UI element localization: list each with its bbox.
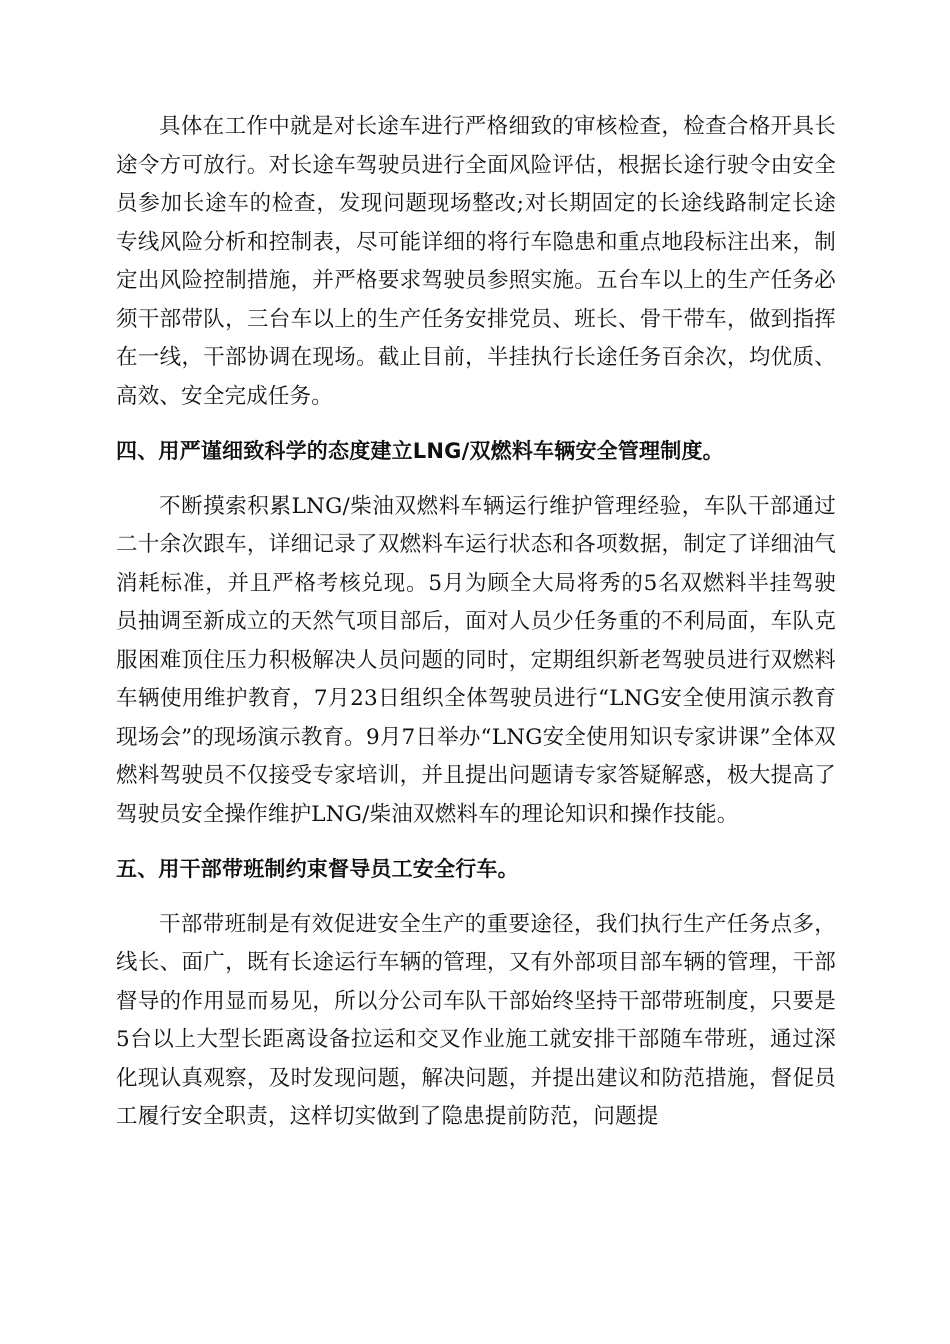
- document-body: [116, 108, 836, 1137]
- paragraph-long-distance-vehicles: 具体在工作中就是对长途车进行严格细致的审核检查，检查合格开具长途令方可放行。对长途车驾驶员进行全面风险评估，根据长途行驶令由安全员参加长途车的检查，发现问题现场整改;对长期固定的长途线路制定长途专线风险分析和控制表，尽可能详细的将行车隐患和重点地段标注出来，制定出风险控制措施，并严格要求驾驶员参照实施。五台车以上的生产任务必须干部带队，三台车以上的生产任务安排党员、班长、骨干带车，做到指挥在一线，干部协调在现场。截止目前，半挂执行长途任务百余次，均优质、高效、安全完成任务。: [116, 114, 836, 409]
- paragraph-cadre-shift-system: 干部带班制是有效促进安全生产的重要途径，我们执行生产任务点多，线长、面广，既有长途运行车辆的管理，又有外部项目部车辆的管理，干部督导的作用显而易见，所以分公司车队干部始终坚持干部带班制度，只要是5台以上大型长距离设备拉运和交叉作业施工就安排干部随车带班，通过深化现认真观察，及时发现问题，解决问题，并提出建议和防范措施，督促员工履行安全职责，这样切实做到了隐患提前防范，问题提: [116, 911, 836, 1129]
- section-heading-5: 五、用干部带班制约束督导员工安全行车。: [116, 857, 519, 881]
- section-heading-4: 四、用严谨细致科学的态度建立LNG/双燃料车辆安全管理制度。: [116, 439, 724, 463]
- paragraph-lng-management: 不断摸索积累LNG/柴油双燃料车辆运行维护管理经验，车队干部通过二十余次跟车，详细记录了双燃料车运行状态和各项数据，制定了详细油气消耗标准，并且严格考核兑现。5月为顾全大局将秀的5名双燃料半挂驾驶员抽调至新成立的天然气项目部后，面对人员少任务重的不利局面，车队克服困难顶住压力积极解决人员问题的同时，定期组织新老驾驶员进行双燃料车辆使用维护教育，7月23日组织全体驾驶员进行“LNG安全使用演示教育现场会”的现场演示教育。9月7日举办“LNG安全使用知识专家讲课”全体双燃料驾驶员不仅接受专家培训，并且提出问题请专家答疑解惑，极大提高了驾驶员安全操作维护LNG/柴油双燃料车的理论知识和操作技能。: [116, 493, 836, 827]
